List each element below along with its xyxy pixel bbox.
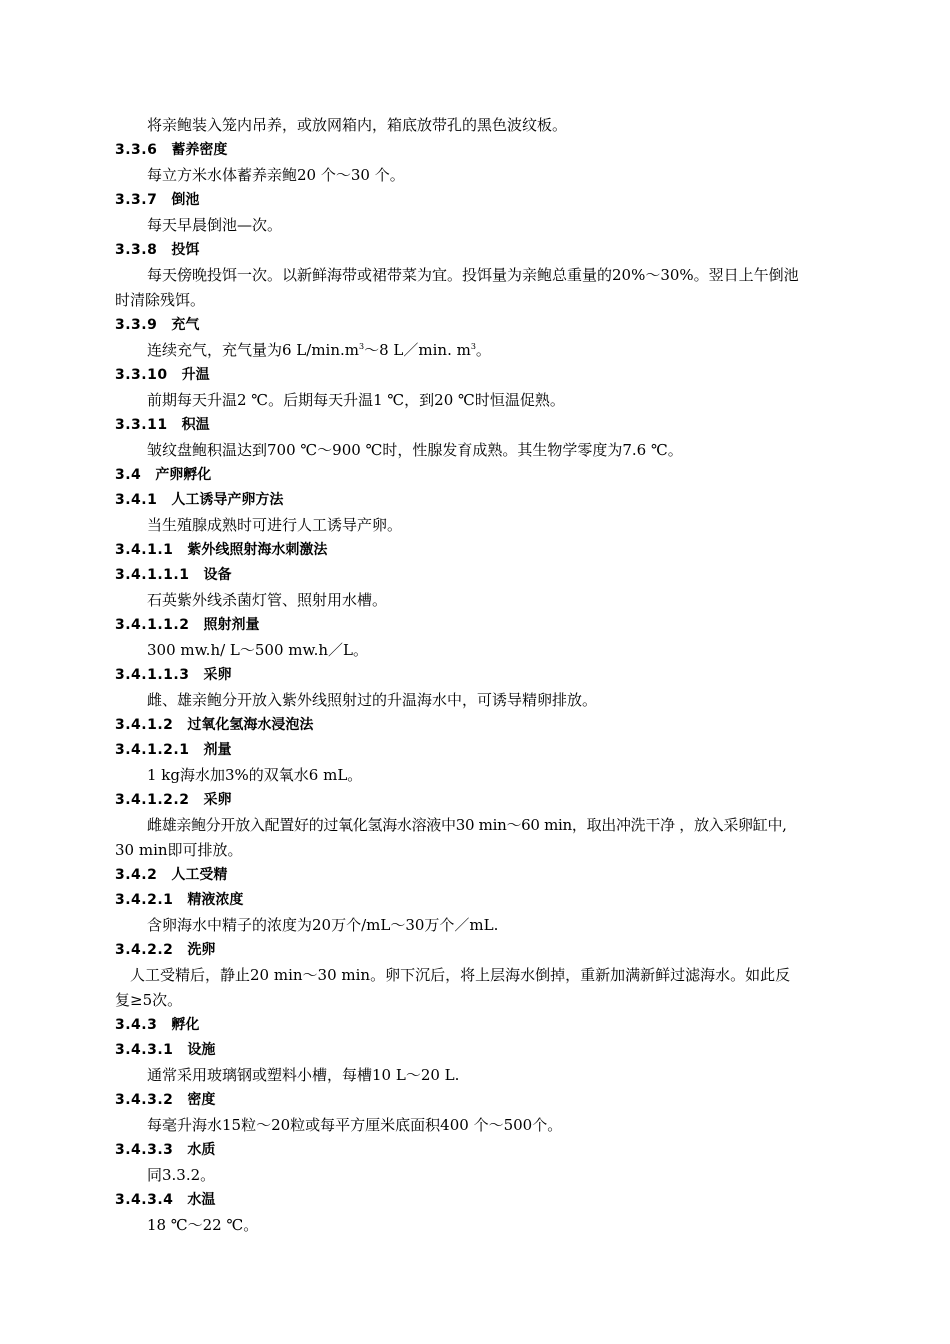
heading-number: 3.3.6	[115, 142, 158, 158]
heading-title: 人工诱导产卵方法	[171, 492, 284, 508]
heading-title: 充气	[171, 317, 200, 333]
heading-title: 洗卵	[187, 942, 216, 958]
heading-3-3-7	[115, 190, 199, 210]
text-segment: 连续充气，充气量为6 L/min.m	[147, 341, 360, 359]
heading-title: 采卵	[203, 792, 232, 808]
paragraph-3-4-1-2-2-line2: 30 min即可排放。	[115, 841, 243, 859]
heading-3-4-2	[115, 865, 227, 885]
heading-number: 3.4.3.4	[115, 1192, 174, 1208]
heading-number: 3.4.3.2	[115, 1092, 174, 1108]
heading-title: 紫外线照射海水刺激法	[187, 542, 328, 558]
heading-3-4-1	[115, 490, 283, 510]
heading-title: 投饵	[171, 242, 200, 258]
heading-3-4-3-2	[115, 1090, 215, 1110]
heading-number: 3.4.1.2.2	[115, 792, 190, 808]
heading-3-4-1-1-3	[115, 665, 231, 685]
heading-number: 3.4.2.1	[115, 892, 174, 908]
heading-title: 精液浓度	[187, 892, 244, 908]
heading-3-3-11	[115, 415, 210, 435]
heading-number: 3.4.1.1.3	[115, 667, 190, 683]
heading-title: 人工受精	[171, 867, 228, 883]
heading-number: 3.3.11	[115, 417, 168, 433]
heading-number: 3.4.3.3	[115, 1142, 174, 1158]
heading-3-4-3-4	[115, 1190, 215, 1210]
heading-number: 3.3.10	[115, 367, 168, 383]
paragraph-3-3-5: 将亲鲍装入笼内吊养，或放网箱内，箱底放带孔的黑色波纹板。	[147, 116, 568, 134]
heading-title: 积温	[181, 417, 210, 433]
heading-3-3-8	[115, 240, 199, 260]
paragraph-3-4-1: 当生殖腺成熟时可进行人工诱导产卵。	[147, 516, 403, 534]
heading-title: 采卵	[203, 667, 232, 683]
heading-3-4-2-2	[115, 940, 215, 960]
heading-title: 水温	[187, 1192, 216, 1208]
paragraph-3-3-9	[147, 340, 491, 360]
paragraph-3-4-1-2-1: 1 kg海水加3%的双氧水6 mL。	[147, 766, 363, 784]
heading-title: 剂量	[203, 742, 232, 758]
heading-number: 3.4.2.2	[115, 942, 174, 958]
heading-3-4	[115, 465, 211, 485]
heading-3-4-1-1-2	[115, 615, 259, 635]
paragraph-3-4-1-1-3: 雌、雄亲鲍分开放入紫外线照射过的升温海水中，可诱导精卵排放。	[147, 691, 598, 709]
paragraph-3-4-1-1-1: 石英紫外线杀菌灯管、照射用水槽。	[147, 591, 388, 609]
superscript: 3	[359, 342, 365, 351]
paragraph-3-3-10: 前期每天升温2 ℃。后期每天升温1 ℃，到20 ℃时恒温促熟。	[147, 391, 565, 409]
paragraph-3-3-11: 皱纹盘鲍积温达到700 ℃～900 ℃时，性腺发育成熟。其生物学零度为7.6 ℃。	[147, 441, 683, 459]
heading-title: 照射剂量	[203, 617, 260, 633]
paragraph-3-4-1-2-2-line1: 雌雄亲鲍分开放入配置好的过氧化氢海水溶液中30 min～60 min，取出冲洗干净 ，放入采卵缸中,	[147, 816, 787, 834]
heading-title: 水质	[187, 1142, 216, 1158]
heading-3-4-1-1-1	[115, 565, 231, 585]
heading-number: 3.4.3.1	[115, 1042, 174, 1058]
text-segment: 。	[475, 341, 491, 359]
heading-number: 3.4.1.1	[115, 542, 174, 558]
heading-number: 3.4.1.1.2	[115, 617, 190, 633]
heading-3-3-6	[115, 140, 227, 160]
heading-number: 3.4.1.1.1	[115, 567, 190, 583]
paragraph-3-4-1-1-2: 300 mw.h/ L～500 mw.h／L。	[147, 641, 368, 659]
superscript: 3	[470, 342, 476, 351]
heading-title: 过氧化氢海水浸泡法	[187, 717, 314, 733]
paragraph-3-4-2-1: 含卵海水中精子的浓度为20万个/mL～30万个／mL.	[147, 916, 499, 934]
paragraph-3-4-3-4: 18 ℃～22 ℃。	[147, 1216, 259, 1234]
heading-number: 3.3.8	[115, 242, 158, 258]
heading-3-4-1-2-2	[115, 790, 231, 810]
heading-3-3-9	[115, 315, 199, 335]
paragraph-3-4-2-2-line1: 人工受精后，静止20 min～30 min。卵下沉后，将上层海水倒掉，重新加满新鲜过滤海水。如此反	[130, 966, 791, 984]
heading-title: 设施	[187, 1042, 216, 1058]
heading-title: 密度	[187, 1092, 216, 1108]
paragraph-3-3-8-line2: 时清除残饵。	[115, 291, 206, 309]
text-segment: ～8 L／min. m	[364, 341, 471, 359]
heading-title: 升温	[181, 367, 210, 383]
heading-number: 3.4	[115, 467, 142, 483]
heading-number: 3.3.9	[115, 317, 158, 333]
heading-number: 3.4.1.2.1	[115, 742, 190, 758]
paragraph-3-4-3-3: 同3.3.2。	[147, 1166, 216, 1184]
paragraph-3-3-8-line1: 每天傍晚投饵一次。以新鲜海带或裙带菜为宜。投饵量为亲鲍总重量的20%～30%。翌日上午倒池	[147, 266, 799, 284]
heading-title: 孵化	[171, 1017, 200, 1033]
heading-number: 3.4.1.2	[115, 717, 174, 733]
heading-number: 3.4.2	[115, 867, 158, 883]
heading-3-4-2-1	[115, 890, 243, 910]
paragraph-3-4-2-2-line2: 复≥5次。	[115, 991, 183, 1009]
paragraph-3-4-3-2: 每毫升海水15粒～20粒或每平方厘米底面积400 个～500个。	[147, 1116, 563, 1134]
heading-3-4-1-2-1	[115, 740, 231, 760]
heading-3-4-1-2	[115, 715, 313, 735]
heading-3-4-3	[115, 1015, 199, 1035]
heading-number: 3.3.7	[115, 192, 158, 208]
heading-title: 产卵孵化	[155, 467, 212, 483]
paragraph-3-3-7: 每天早晨倒池—次。	[147, 216, 283, 234]
heading-3-4-1-1	[115, 540, 327, 560]
heading-title: 蓄养密度	[171, 142, 228, 158]
paragraph-3-4-3-1: 通常采用玻璃钢或塑料小槽，每槽10 L～20 L.	[147, 1066, 460, 1084]
heading-3-4-3-3	[115, 1140, 215, 1160]
heading-title: 设备	[203, 567, 232, 583]
heading-3-4-3-1	[115, 1040, 215, 1060]
heading-3-3-10	[115, 365, 210, 385]
heading-number: 3.4.1	[115, 492, 158, 508]
heading-number: 3.4.3	[115, 1017, 158, 1033]
paragraph-3-3-6: 每立方米水体蓄养亲鲍20 个～30 个。	[147, 166, 405, 184]
heading-title: 倒池	[171, 192, 200, 208]
